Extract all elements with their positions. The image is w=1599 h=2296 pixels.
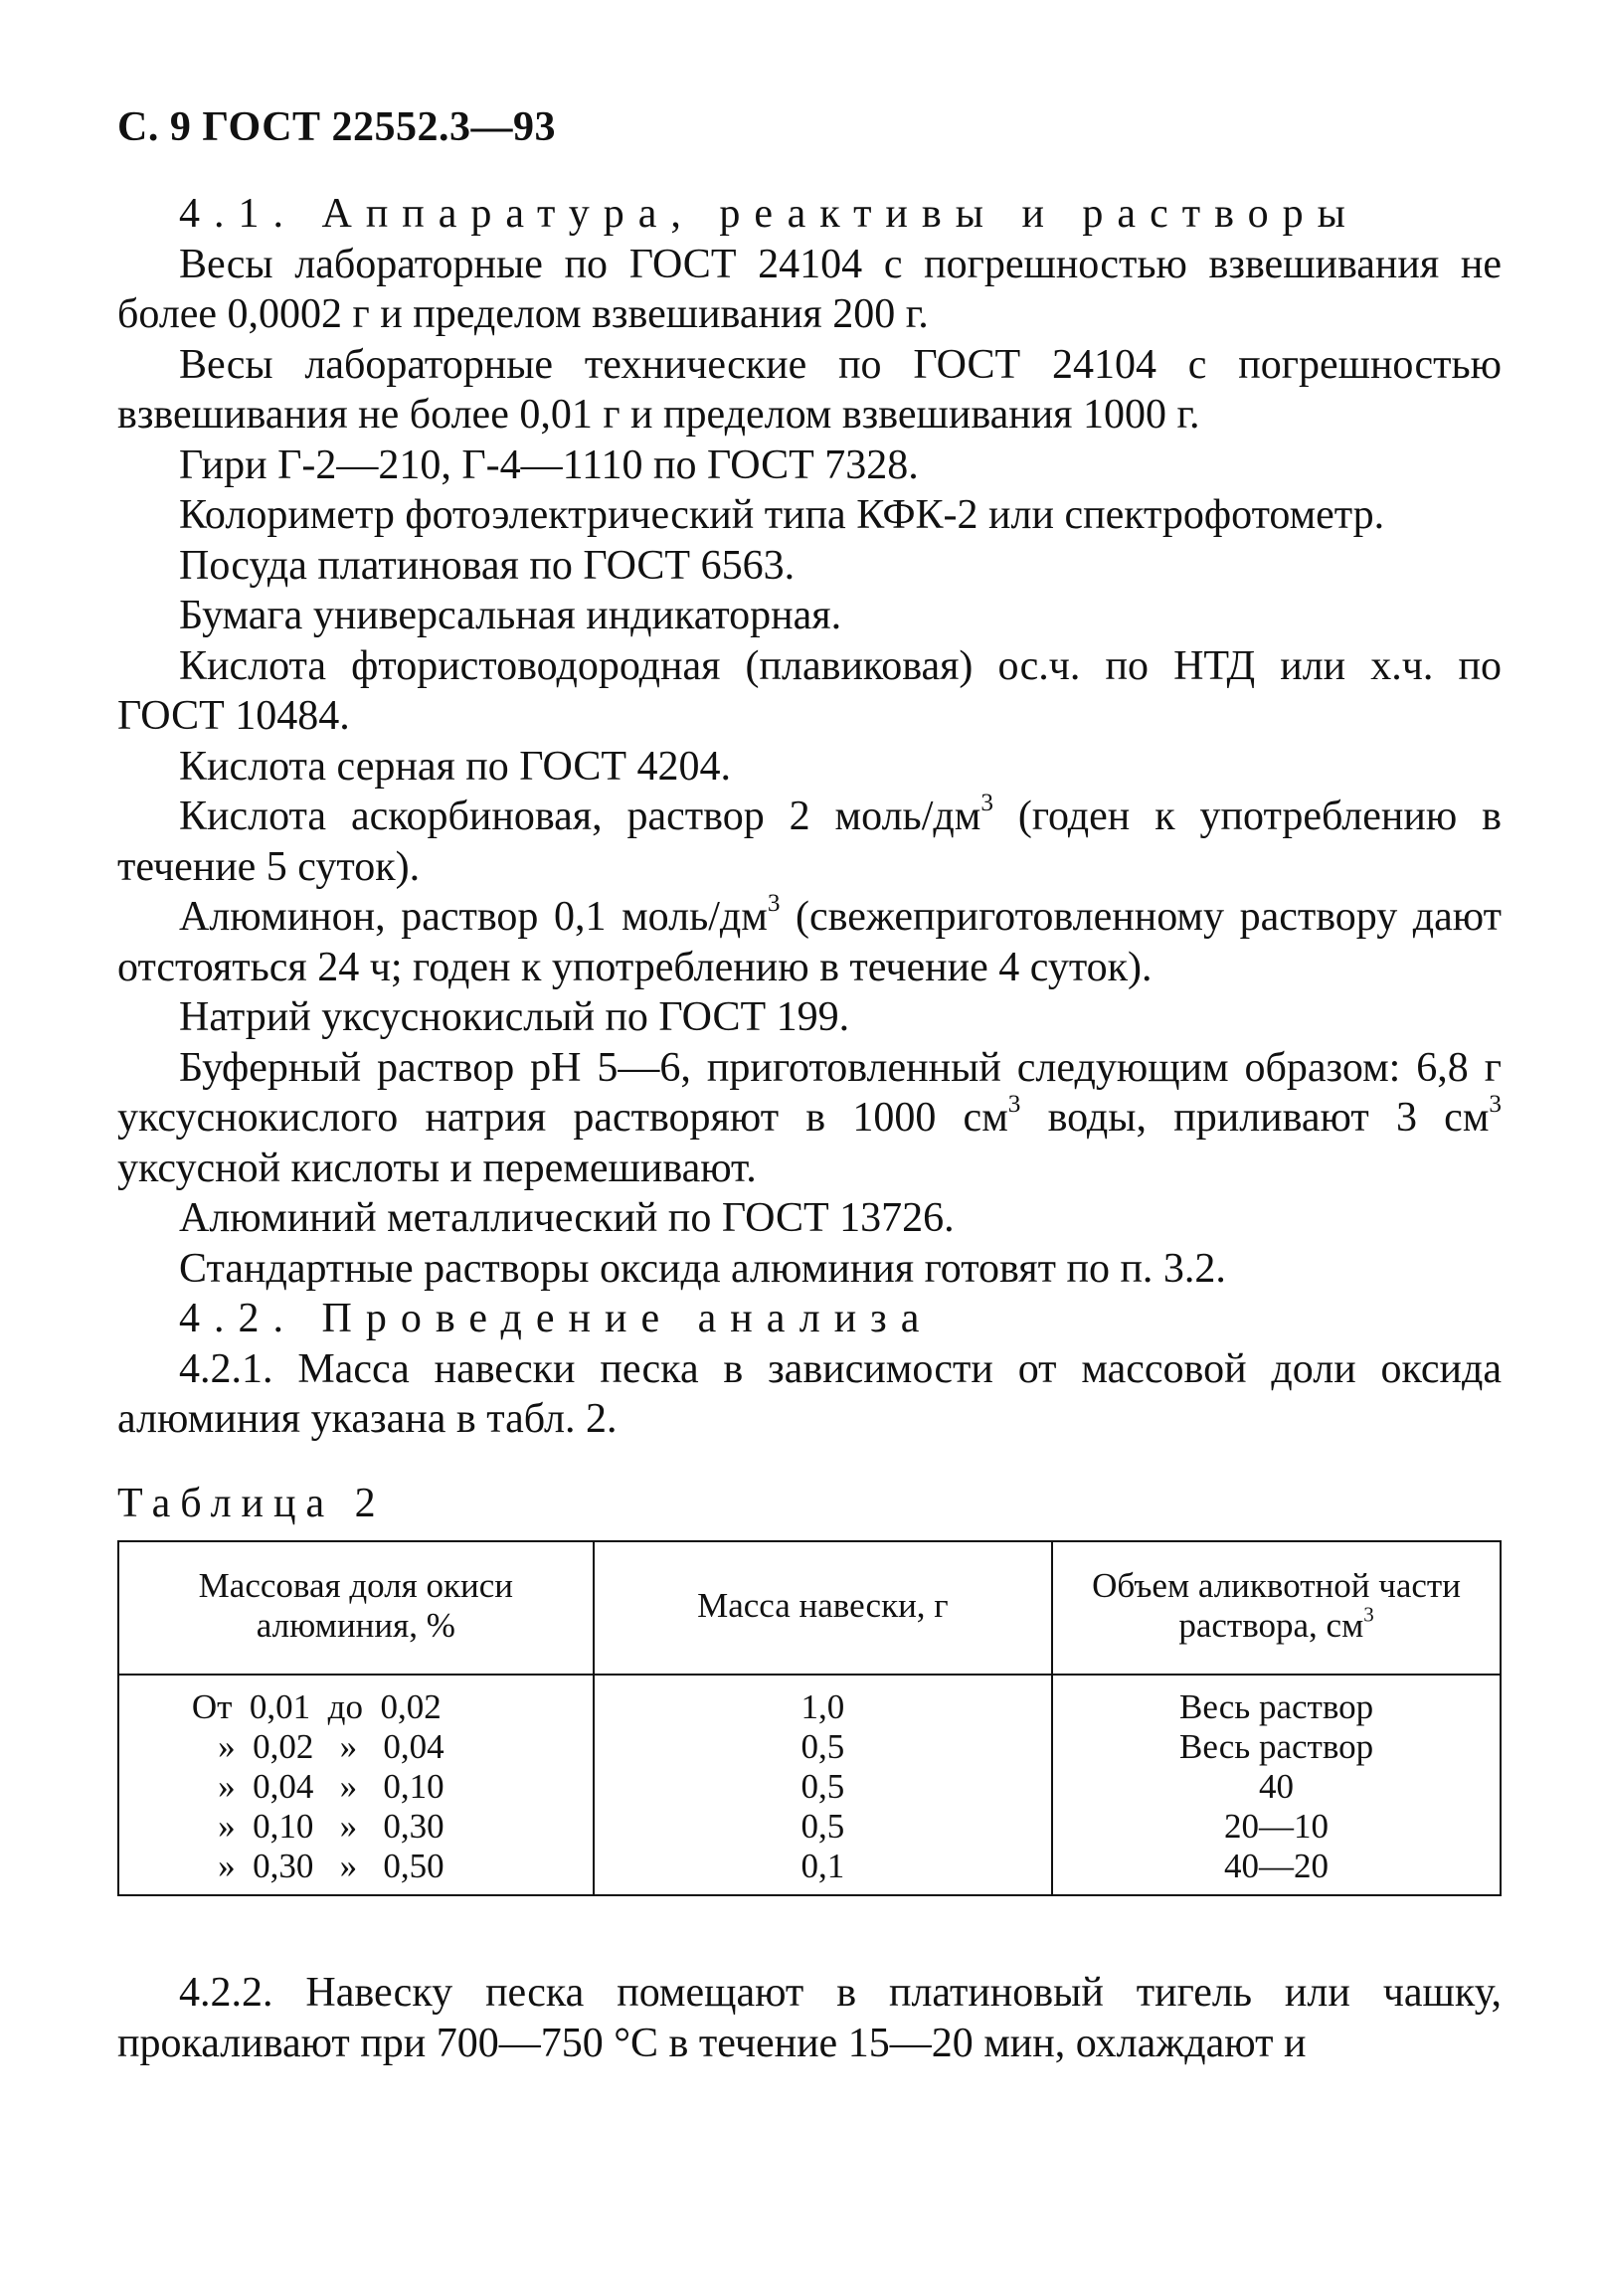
paragraph-4-2-1: 4.2.1. Масса навески песка в зависимости от массовой доли оксида алюминия указана в табл. 2.	[117, 1345, 1502, 1442]
cell-volume: Весь раствор	[1052, 1727, 1501, 1767]
item-colorimeter: Колориметр фотоэлектрический типа КФК-2 или спектрофотометр.	[179, 492, 1385, 538]
item-weights: Гири Г-2—210, Г-4—1110 по ГОСТ 7328.	[179, 442, 919, 488]
cell-range: » 0,30 » 0,50	[118, 1847, 594, 1895]
cell-mass: 1,0	[594, 1675, 1052, 1727]
item-sulfuric-acid: Кислота серная по ГОСТ 4204.	[179, 743, 732, 790]
section-4-1-title: 4.1. Аппаратура, реактивы и растворы	[179, 191, 1359, 237]
table-header-row	[118, 1541, 1501, 1675]
table-row	[118, 1727, 1501, 1767]
cell-volume: 40	[1052, 1767, 1501, 1807]
cell-mass: 0,1	[594, 1847, 1052, 1895]
cell-range: » 0,04 » 0,10	[118, 1767, 594, 1807]
item-platinum-ware: Посуда платиновая по ГОСТ 6563.	[179, 542, 796, 589]
item-ascorbic-acid: Кислота аскорбиновая, раствор 2 моль/$дм^3$ (годен к употреблению в течение 5 суток).	[117, 790, 1502, 890]
item-aluminon: Алюминон, раствор 0,1 моль/$дм^3$ (свежеприготовленному раствору дают отстояться 24 ч; годен к употреблению в течение 4 суток).	[117, 890, 1502, 990]
cell-mass: 0,5	[594, 1727, 1052, 1767]
cell-volume: Весь раствор	[1052, 1675, 1501, 1727]
cell-volume: 20—10	[1052, 1807, 1501, 1847]
cell-volume: 40—20	[1052, 1847, 1501, 1895]
item-lab-scales: Весы лабораторные по ГОСТ 24104 с погрешностью взвешивания не более 0,0002 г и пределом взвешивания 200 г.	[117, 241, 1502, 337]
cell-range: » 0,10 » 0,30	[118, 1807, 594, 1847]
page-header: С. 9 ГОСТ 22552.3—93	[117, 104, 557, 150]
item-buffer-solution: Буферный раствор pH 5—6, приготовленный следующим образом: 6,8 г уксуснокислого натрия растворяют в 1000 $см^3$ воды, приливают 3 $см^3$ уксусной кислоты и перемешивают.	[117, 1044, 1502, 1191]
table-row	[118, 1675, 1501, 1727]
table-row	[118, 1847, 1501, 1895]
item-tech-scales: Весы лабораторные технические по ГОСТ 24104 с погрешностью взвешивания не более 0,01 г и пределом взвешивания 1000 г.	[117, 341, 1502, 438]
table-caption: Таблица 2	[117, 1480, 386, 1526]
cell-mass: 0,5	[594, 1767, 1052, 1807]
item-aluminium-metal: Алюминий металлический по ГОСТ 13726.	[179, 1195, 955, 1241]
paragraph-4-2-2: 4.2.2. Навеску песка помещают в платиновый тигель или чашку, прокаливают при 700—750 °С в течение 15—20 мин, охлаждают и	[117, 1970, 1502, 2066]
document-body	[117, 189, 1502, 2068]
item-sodium-acetate: Натрий уксуснокислый по ГОСТ 199.	[179, 994, 850, 1040]
item-standard-solutions: Стандартные растворы оксида алюминия готовят по п. 3.2.	[179, 1245, 1226, 1292]
cell-range: От 0,01 до 0,02	[118, 1675, 594, 1727]
table-row	[118, 1807, 1501, 1847]
cell-range: » 0,02 » 0,04	[118, 1727, 594, 1767]
cell-mass: 0,5	[594, 1807, 1052, 1847]
table-row	[118, 1767, 1501, 1807]
item-indicator-paper: Бумага универсальная индикаторная.	[179, 593, 842, 638]
item-hydrofluoric-acid: Кислота фтористоводородная (плавиковая) ос.ч. по НТД или х.ч. по ГОСТ 10484.	[117, 642, 1502, 739]
header-sample-mass: Масса навески, г	[594, 1541, 1052, 1675]
section-4-2-title: 4.2. Проведение анализа	[179, 1296, 934, 1341]
header-aliquot-volume: Объем аликвотной части раствора, $см^3$	[1052, 1541, 1501, 1675]
header-mass-fraction: Массовая доля окиси алюминия, %	[118, 1541, 594, 1675]
table-2	[117, 1540, 1502, 1896]
